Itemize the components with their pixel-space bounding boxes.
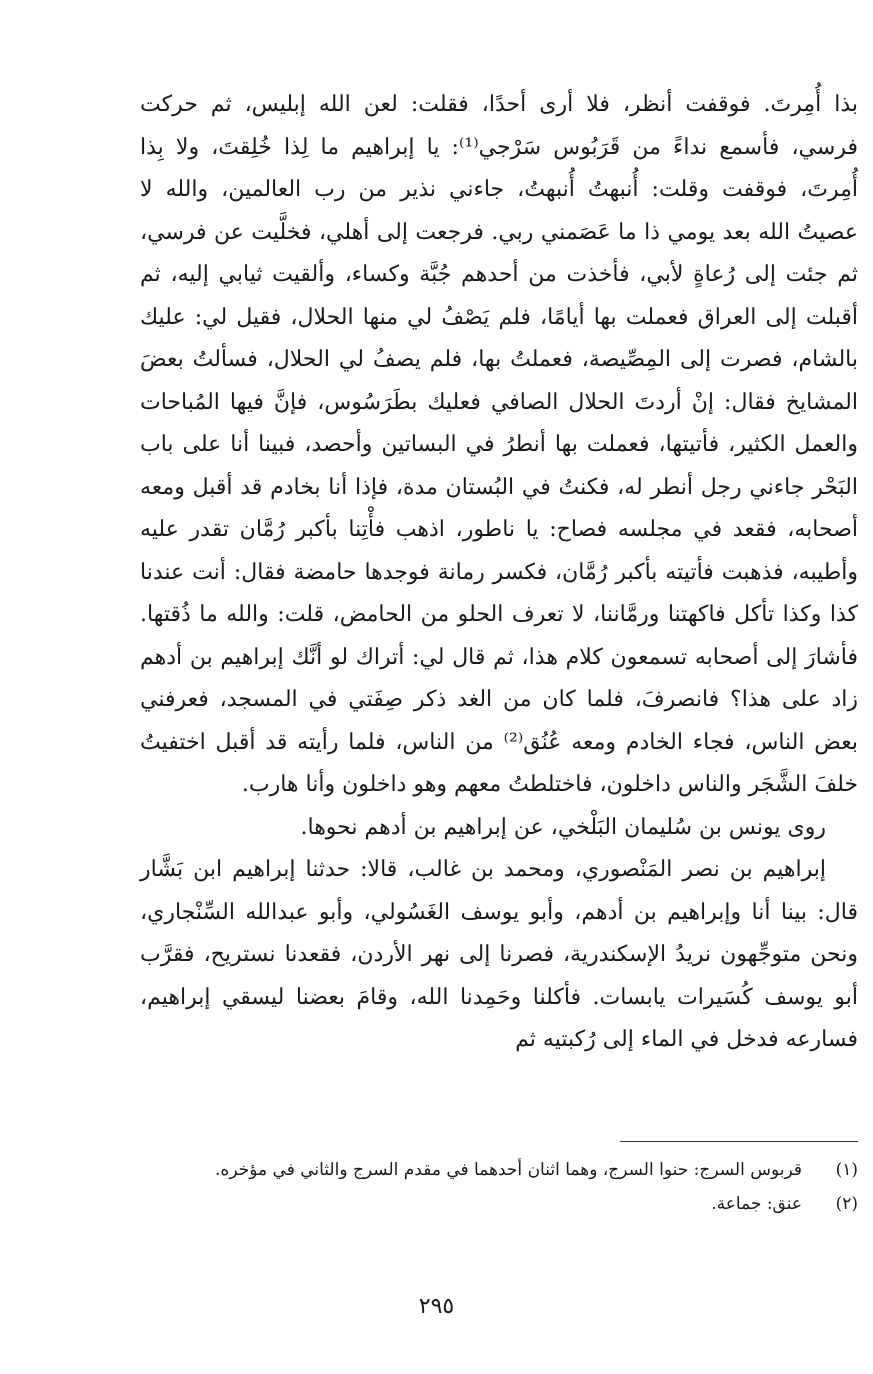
footnote-number: (١) (835, 1160, 858, 1180)
footnote-2 (140, 1190, 858, 1218)
footnotes-section (140, 1156, 858, 1224)
footnote-text: قربوس السرج: حنوا السرج، وهما اثنان أحدهما في مقدم السرج والثاني في مؤخره. (215, 1160, 802, 1180)
page-number: ٢٩٥ (418, 1294, 455, 1319)
paragraph-1: بذا أُمِرتَ. فوقفت أنظر، فلا أرى أحدًا، فقلت: لعن الله إبليس، ثم حركت فرسي، فأسمع نداءً من قَرَبُوس سَرْجي⁽¹⁾: يا إبراهيم ما لِذا خُلِقتَ، ولا بِذا أُمِرتَ، فوقفت وقلت: أُنبهتُ أُنبهتُ، جاءني نذير من رب العالمين، والله لا عصيتُ الله بعد يومي ذا ما عَصَمني ربي. فرجعت إلى أهلي، فخلَّيت عن فرسي، ثم جئت إلى رُعاةٍ لأبي، فأخذت من أحدهم جُبَّة وكساء، وألقيت ثيابي إليه، ثم أقبلت إلى العراق فعملت بها أيامًا، فلم يَصْفُ لي منها الحلال، فقيل لي: عليك بالشام، فصرت إلى المِصِّيصة، فعملتُ بها، فلم يصفُ لي الحلال، فسألتُ بعضَ المشايخ فقال: إنْ أردتَ الحلال الصافي فعليك بطَرَسُوس، فإنَّ فيها المُباحات والعمل الكثير، فأتيتها، فعملت بها أنطرُ في البساتين وأحصد، فبينا أنا على باب البَحْر جاءني رجل أنطر له، فكنتُ في البُستان مدة، فإذا أنا بخادم قد أقبل ومعه أصحابه، فقعد في مجلسه فصاح: يا ناطور، اذهب فأْتِنا بأكبر رُمَّان تقدر عليه وأطيبه، فذهبت فأتيته بأكبر رُمَّان، فكسر رمانة فوجدها حامضة فقال: أنت عندنا كذا وكذا تأكل فاكهتنا ورمَّاننا، لا تعرف الحلو من الحامض، قلت: والله ما ذُقتها. فأشارَ إلى أصحابه تسمعون كلام هذا، ثم قال لي: أتراك لو أنَّك إبراهيم بن أدهم زاد على هذا؟ فانصرفَ، فلما كان من الغد ذكر صِفَتي في المسجد، فعرفني بعض الناس، فجاء الخادم ومعه عُنُق⁽²⁾ من الناس، فلما رأيته قد أقبل اختفيتُ خلفَ الشَّجَر والناس داخلون، فاختلطتُ معهم وهو داخلون وأنا هارب. (140, 92, 858, 797)
footnote-divider (620, 1141, 858, 1142)
footnote-number: (٢) (835, 1194, 858, 1214)
paragraph-3: إبراهيم بن نصر المَنْصوري، ومحمد بن غالب، قالا: حدثنا إبراهيم ابن بَشَّار قال: بينا أنا وإبراهيم بن أدهم، وأبو يوسف الغَسُولي، وأبو عبدالله السِّنْجاري، ونحن متوجِّهون نريدُ الإسكندرية، فصرنا إلى نهر الأردن، فقعدنا نستريح، فقرَّب أبو يوسف كُسَيرات يابسات. فأكلنا وحَمِدنا الله، وقامَ بعضنا ليسقي إبراهيم، فسارعه فدخل في الماء إلى رُكبتيه ثم (140, 857, 858, 1052)
main-text-block (140, 84, 858, 1062)
footnote-text: عنق: جماعة. (711, 1194, 802, 1214)
paragraph-2: روى يونس بن سُليمان البَلْخي، عن إبراهيم بن أدهم نحوها. (300, 814, 826, 840)
footnote-1 (140, 1156, 858, 1184)
